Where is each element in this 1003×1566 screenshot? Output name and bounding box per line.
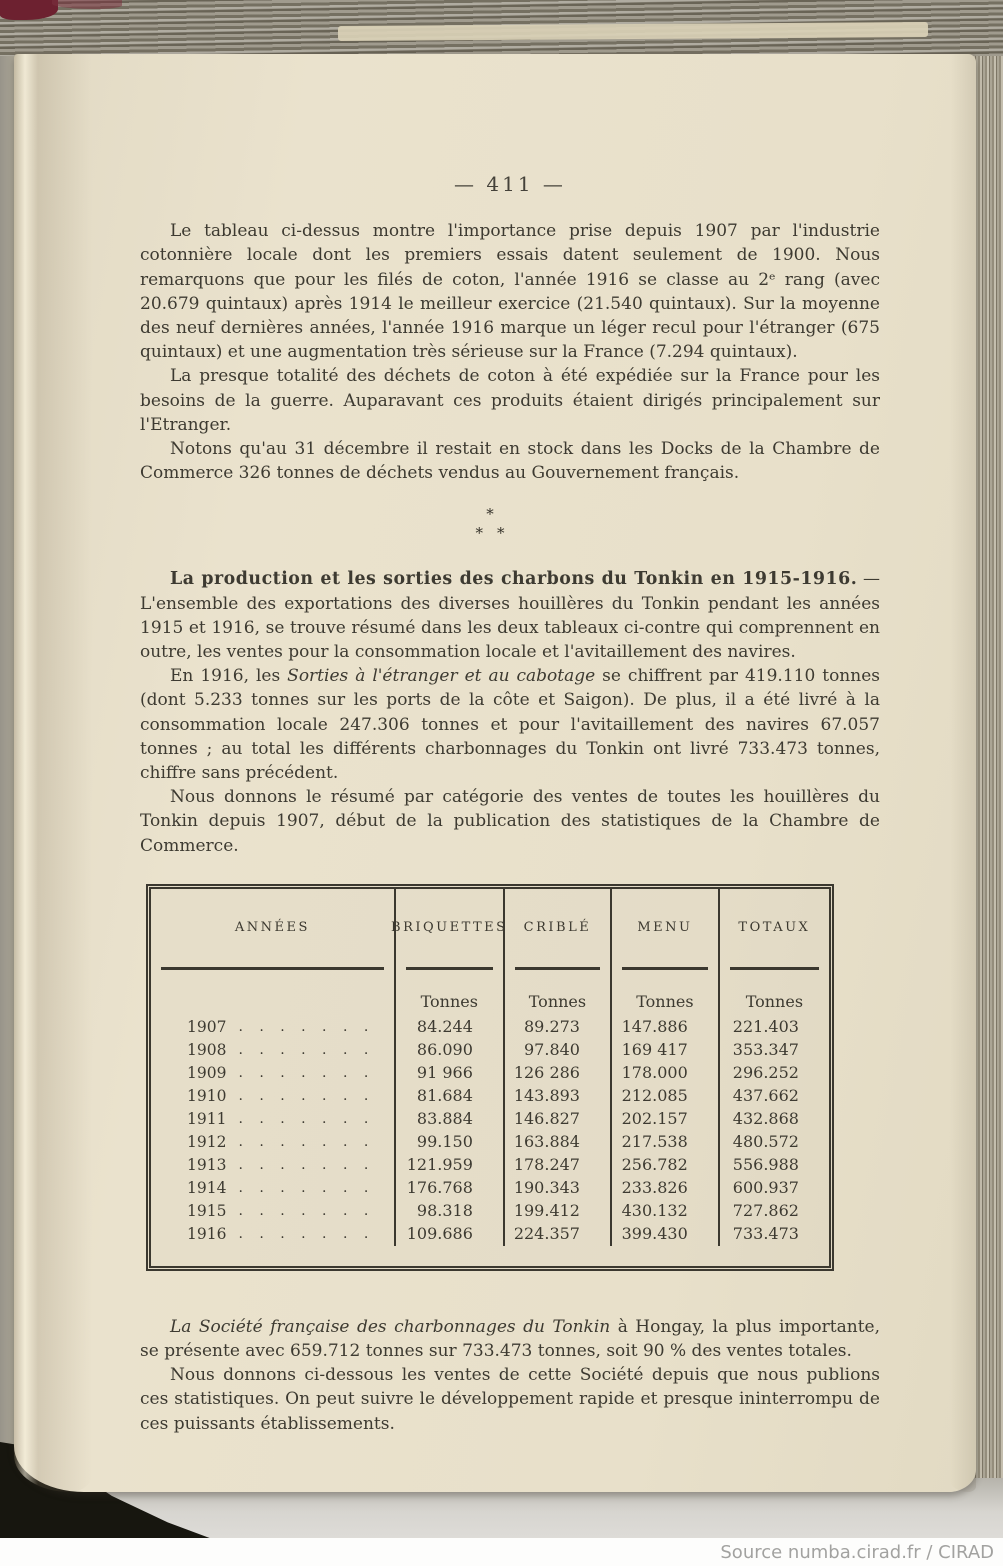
table-cell-briquettes: 121.959: [394, 1154, 503, 1177]
dot-leader: . . . . . . .: [238, 1157, 374, 1174]
table-cell-totaux: 480.572: [718, 1131, 829, 1154]
table-cell-year: 1916 . . . . . . .: [151, 1223, 394, 1246]
fore-edge-right: [973, 56, 1003, 1492]
section-divider: [120, 505, 860, 543]
societe-paragraph-1: La Société française des charbonnages du Tonkin à Hongay, la plus importante, se présente avec 659.712 tonnes sur 733.473 tonnes, soit 90 % des ventes totales.: [140, 1316, 880, 1362]
societe-paragraph-2: Nous donnons ci-dessous les ventes de cette Société depuis que nous publions ces statistiques. On peut suivre le développement rapide et presque ininterrompu de ces puissants établissements.: [140, 1365, 880, 1434]
table-cell-briquettes: 81.684: [394, 1085, 503, 1108]
table-cell-menu: 256.782: [610, 1154, 718, 1177]
table-cell-menu: 169 417: [610, 1039, 718, 1062]
table-cell-crible: 97.840: [503, 1039, 610, 1062]
table-cell-crible: 163.884: [503, 1131, 610, 1154]
table-cell-menu: 212.085: [610, 1085, 718, 1108]
table-cell-totaux: 221.403: [718, 1016, 829, 1039]
dot-leader: . . . . . . .: [238, 1134, 374, 1151]
table-cell-totaux: 353.347: [718, 1039, 829, 1062]
societe-block: [140, 1315, 880, 1436]
table-cell-year: 1910 . . . . . . .: [151, 1085, 394, 1108]
dot-leader: . . . . . . .: [238, 1088, 374, 1105]
table-cell-year: 1914 . . . . . . .: [151, 1177, 394, 1200]
table-header-menu: MENU: [610, 889, 718, 967]
table-cell-crible: 199.412: [503, 1200, 610, 1223]
table-cell-totaux: 432.868: [718, 1108, 829, 1131]
table-cell-totaux: 733.473: [718, 1223, 829, 1246]
table-cell-year: 1913 . . . . . . .: [151, 1154, 394, 1177]
page-number: — 411 —: [454, 172, 566, 196]
coal-section-paragraph: [140, 567, 880, 664]
table-cell-briquettes: 83.884: [394, 1108, 503, 1131]
table-header-totaux: TOTAUX: [718, 889, 829, 967]
dot-leader: . . . . . . .: [238, 1111, 374, 1128]
table-cell-menu: 202.157: [610, 1108, 718, 1131]
table-cell-crible: 190.343: [503, 1177, 610, 1200]
table-cell-year: 1908 . . . . . . .: [151, 1039, 394, 1062]
table-header-briquettes: BRIQUETTES: [394, 889, 503, 967]
coal-italic-phrase: Sorties à l'étranger et au cabotage: [287, 666, 596, 687]
table-cell-briquettes: 99.150: [394, 1131, 503, 1154]
table-cell-year: 1909 . . . . . . .: [151, 1062, 394, 1085]
table-cell-crible: 89.273: [503, 1016, 610, 1039]
table-unit-briquettes: Tonnes: [394, 970, 503, 1016]
table-header-crible: CRIBLÉ: [503, 889, 610, 967]
table-cell-menu: 178.000: [610, 1062, 718, 1085]
table-cell-menu: 233.826: [610, 1177, 718, 1200]
table-cell-briquettes: 109.686: [394, 1223, 503, 1246]
coal-section-dash: —: [857, 569, 881, 590]
table-cell-briquettes: 176.768: [394, 1177, 503, 1200]
table-cell-briquettes: 84.244: [394, 1016, 503, 1039]
table-cell-year: 1912 . . . . . . .: [151, 1131, 394, 1154]
table-cell-crible: 146.827: [503, 1108, 610, 1131]
coal-paragraph-2: En 1916, les Sorties à l'étranger et au cabotage se chiffrent par 419.110 tonnes (dont 5.233 tonnes sur les ports de la côte et Saigon). De plus, il a été livré à la consommation locale 247.306 tonnes et pour l'avitaillement des navires 67.057 tonnes ; au total les différents charbonnages du Tonkin ont livré 733.473 tonnes, chiffre sans précédent.: [140, 666, 880, 784]
table-cell-totaux: 296.252: [718, 1062, 829, 1085]
dot-leader: . . . . . . .: [238, 1203, 374, 1220]
dot-leader: . . . . . . .: [238, 1226, 374, 1243]
table-unit-crible: Tonnes: [503, 970, 610, 1016]
cotton-paragraph-3: Notons qu'au 31 décembre il restait en stock dans les Docks de la Chambre de Commerce 326 tonnes de déchets vendus au Gouvernement français.: [140, 439, 880, 484]
coal-section-title: La production et les sorties des charbons du Tonkin en 1915-1916.: [170, 569, 858, 590]
table-cell-totaux: 437.662: [718, 1085, 829, 1108]
table-cell-briquettes: 86.090: [394, 1039, 503, 1062]
asterisk-top: *: [486, 505, 494, 524]
table-cell-menu: 147.886: [610, 1016, 718, 1039]
table-cell-year: 1911 . . . . . . .: [151, 1108, 394, 1131]
table-cell-totaux: 600.937: [718, 1177, 829, 1200]
table-header-annees: ANNÉES: [234, 919, 310, 935]
coal-sales-table-grid: [151, 889, 829, 1266]
page-content: [140, 54, 880, 1436]
table-cell-crible: 178.247: [503, 1154, 610, 1177]
societe-italic-name: La Société française des charbonnages du Tonkin: [170, 1316, 611, 1337]
source-attribution: Source numba.cirad.fr / CIRAD: [720, 1541, 994, 1563]
table-cell-year: 1907 . . . . . . .: [151, 1016, 394, 1039]
dot-leader: . . . . . . .: [238, 1019, 374, 1036]
coal-paragraph-3: Nous donnons le résumé par catégorie des ventes de toutes les houillères du Tonkin depuis 1907, début de la publication des statistiques de la Chambre de Commerce.: [140, 787, 880, 856]
cotton-paragraph-1: Le tableau ci-dessus montre l'importance prise depuis 1907 par l'industrie cotonnière locale dont les premiers essais datent seulement de 1900. Nous remarquons que pour les filés de coton, l'année 1916 se classe au 2ᵉ rang (avec 20.679 quintaux) après 1914 le meilleur exercice (21.540 quintaux). Sur la moyenne des neuf dernières années, l'année 1916 marque un léger recul pour l'étranger (675 quintaux) et une augmentation très sérieuse sur la France (7.294 quintaux).: [140, 221, 880, 363]
dot-leader: . . . . . . .: [238, 1065, 374, 1082]
cotton-paragraph-2: La presque totalité des déchets de coton à été expédiée sur la France pour les besoins de la guerre. Auparavant ces produits étaient dirigés principalement sur l'Etranger.: [140, 366, 880, 435]
table-cell-crible: 224.357: [503, 1223, 610, 1246]
table-cell-totaux: 727.862: [718, 1200, 829, 1223]
table-cell-crible: 143.893: [503, 1085, 610, 1108]
asterisk-bottom: * *: [475, 524, 505, 543]
table-cell-menu: 430.132: [610, 1200, 718, 1223]
table-unit-spacer: [151, 970, 394, 1016]
coal-paragraph-1: L'ensemble des exportations des diverses houillères du Tonkin pendant les années 1915 et 1916, se trouve résumé dans les deux tableaux ci-contre qui comprennent en outre, les ventes pour la consommation locale et l'avitaillement des navires.: [140, 593, 880, 663]
table-cell-briquettes: 91 966: [394, 1062, 503, 1085]
table-cell-menu: 217.538: [610, 1131, 718, 1154]
dot-leader: . . . . . . .: [238, 1042, 374, 1059]
book-page: [14, 54, 976, 1492]
table-cell-menu: 399.430: [610, 1223, 718, 1246]
table-unit-menu: Tonnes: [610, 970, 718, 1016]
table-cell-briquettes: 98.318: [394, 1200, 503, 1223]
table-cell-year: 1915 . . . . . . .: [151, 1200, 394, 1223]
table-unit-totaux: Tonnes: [718, 970, 829, 1016]
dot-leader: . . . . . . .: [238, 1180, 374, 1197]
table-cell-totaux: 556.988: [718, 1154, 829, 1177]
source-attribution-bar: [0, 1538, 1003, 1566]
coal-sales-table: [146, 884, 834, 1271]
table-cell-crible: 126 286: [503, 1062, 610, 1085]
